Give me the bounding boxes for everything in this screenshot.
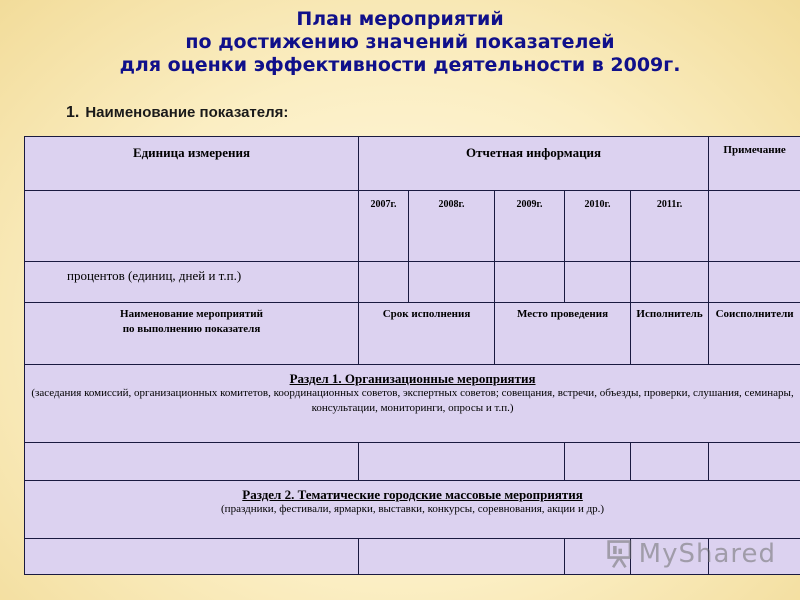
deadline-header: Срок исполнения [359,303,495,365]
empty-cell [25,443,359,481]
activity-name-line-2: по выполнению показателя [122,323,261,335]
empty-cell [709,443,800,481]
section-2-title: Раздел 2. Тематические городские массовые мероприятия [242,487,583,502]
coexecutor-header: Соисполнители [709,303,800,365]
empty-cell [631,443,709,481]
presentation-board-icon [606,538,633,570]
title-line-2: по достижению значений показателей [185,31,615,53]
empty-cell [25,539,359,575]
section-1-empty-row [25,443,800,481]
empty-cell [359,443,565,481]
note-header: Примечание [709,137,800,191]
header-row [25,137,800,191]
year-cell: 2009г. [495,191,565,262]
empty-cell [359,262,409,303]
section-2-cell [25,481,800,539]
unit-header: Единица измерения [25,137,359,191]
section-2-text: (праздники, фестивали, ярмарки, выставки, конкурсы, соревнования, акции и др.) [221,503,605,515]
place-header: Место проведения [495,303,631,365]
indicator-number: 1. [66,104,80,121]
section-1-cell [25,365,800,443]
units-row [25,262,800,303]
activity-name-header [25,303,359,365]
empty-cell [565,262,631,303]
watermark-text: MyShared [638,539,776,569]
empty-cell [709,262,800,303]
plan-table [24,136,800,575]
empty-cell [495,262,565,303]
section-2-row [25,481,800,539]
empty-cell [565,443,631,481]
section-1-text: (заседания комиссий, организационных комитетов, координационных советов, экспертных советов; совещания, встречи, объезды, проверки, слушания, семинары, консультации, мониторинги, опросы и т.п.) [31,387,794,414]
page-title [0,8,800,77]
watermark [606,534,776,574]
indicator-heading [66,104,288,122]
empty-cell [25,191,359,262]
activity-header-row [25,303,800,365]
units-value: процентов (единиц, дней и т.п.) [25,262,359,303]
report-header: Отчетная информация [359,137,709,191]
executor-header: Исполнитель [631,303,709,365]
empty-cell [409,262,495,303]
empty-cell [709,191,800,262]
section-1-title: Раздел 1. Организационные мероприятия [289,371,536,386]
year-cell: 2007г. [359,191,409,262]
year-cell: 2010г. [565,191,631,262]
title-line-1: План мероприятий [296,8,504,30]
activity-name-line-1: Наименование мероприятий [120,308,263,320]
indicator-label: Наименование показателя: [85,104,289,121]
empty-cell [359,539,565,575]
year-cell: 2008г. [409,191,495,262]
years-row [25,191,800,262]
empty-cell [631,262,709,303]
section-1-row [25,365,800,443]
title-line-3: для оценки эффективности деятельности в 2009г. [119,54,681,76]
year-cell: 2011г. [631,191,709,262]
